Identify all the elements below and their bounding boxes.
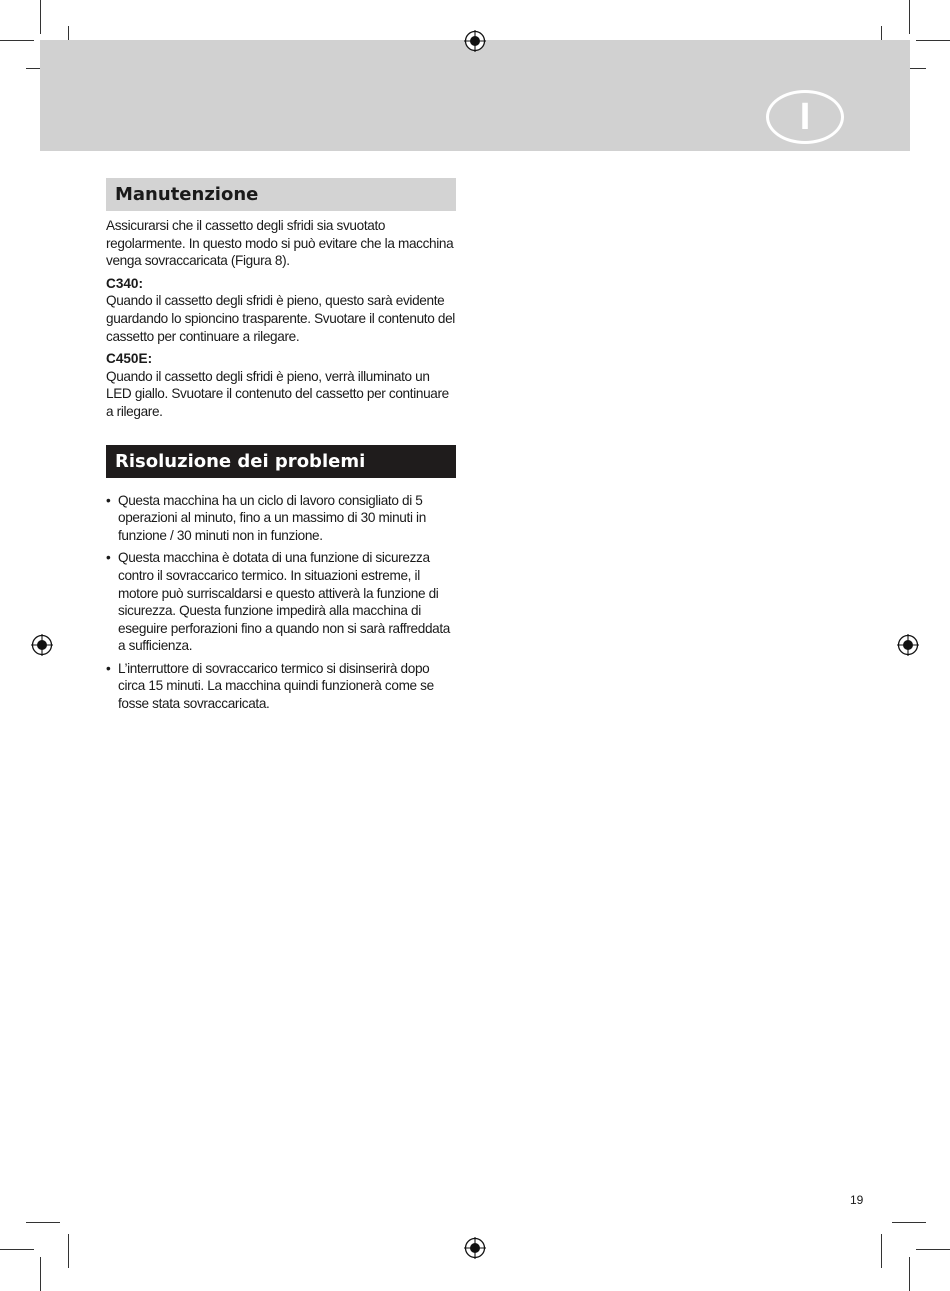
crop-mark (892, 1222, 926, 1223)
c450e-label: C450E: (106, 351, 153, 367)
c340-text: Quando il cassetto degli sfridi è pieno, questo sarà evidente guardando lo spioncino trasparente. Svuotare il contenuto del cassetto per continuare a rilegare. (106, 293, 455, 344)
crop-mark (68, 1234, 69, 1268)
c450e-text: Quando il cassetto degli sfridi è pieno, verrà illuminato un LED giallo. Svuotare il contenuto del cassetto per continuare a rilegare. (106, 368, 449, 419)
content-column (106, 178, 456, 718)
language-badge (766, 90, 844, 144)
crop-mark (909, 1257, 910, 1291)
list-item (106, 492, 456, 545)
crop-mark (0, 1249, 34, 1250)
maintenance-heading (106, 178, 456, 211)
troubleshooting-title: Risoluzione dei problemi (115, 450, 366, 472)
crop-mark (916, 1249, 950, 1250)
language-badge-label: I (799, 96, 811, 138)
bullet-icon: • (106, 492, 111, 508)
list-item (106, 549, 456, 655)
troubleshooting-list (106, 492, 456, 713)
list-item-text: L’interruttore di sovraccarico termico si disinserirà dopo circa 15 minuti. La macchina quindi funzionerà come se fosse stata sovraccaricata. (118, 660, 434, 712)
list-item (106, 660, 456, 713)
registration-mark-icon (31, 634, 53, 656)
list-item-text: Questa macchina ha un ciclo di lavoro consigliato di 5 operazioni al minuto, fino a un massimo di 30 minuti in funzione / 30 minuti non in funzione. (118, 492, 426, 543)
list-item-text: Questa macchina è dotata di una funzione di sicurezza contro il sovraccarico termico. In situazioni estreme, il motore può surriscaldarsi e questo attiverà la funzione di sicurezza. Questa funzione impedirà alla macchina di eseguire perforazioni fino a quando non si sarà raffreddata a sufficienza. (118, 550, 451, 654)
crop-mark (26, 1222, 60, 1223)
crop-mark (40, 1257, 41, 1291)
troubleshooting-heading (106, 445, 456, 478)
crop-mark (909, 0, 910, 34)
maintenance-intro: Assicurarsi che il cassetto degli sfridi sia svuotato regolarmente. In questo modo si può evitare che la macchina venga sovraccaricata (Figura 8). (106, 218, 454, 269)
crop-mark (881, 1234, 882, 1268)
crop-mark (40, 0, 41, 34)
maintenance-title: Manutenzione (115, 184, 259, 205)
bullet-icon: • (106, 660, 111, 676)
bullet-icon: • (106, 550, 111, 566)
registration-mark-icon (464, 1237, 486, 1259)
c340-label: C340: (106, 275, 144, 291)
crop-mark (0, 40, 34, 41)
registration-mark-icon (464, 30, 486, 52)
crop-mark (916, 40, 950, 41)
page-number: 19 (850, 1193, 864, 1207)
registration-mark-icon (897, 634, 919, 656)
